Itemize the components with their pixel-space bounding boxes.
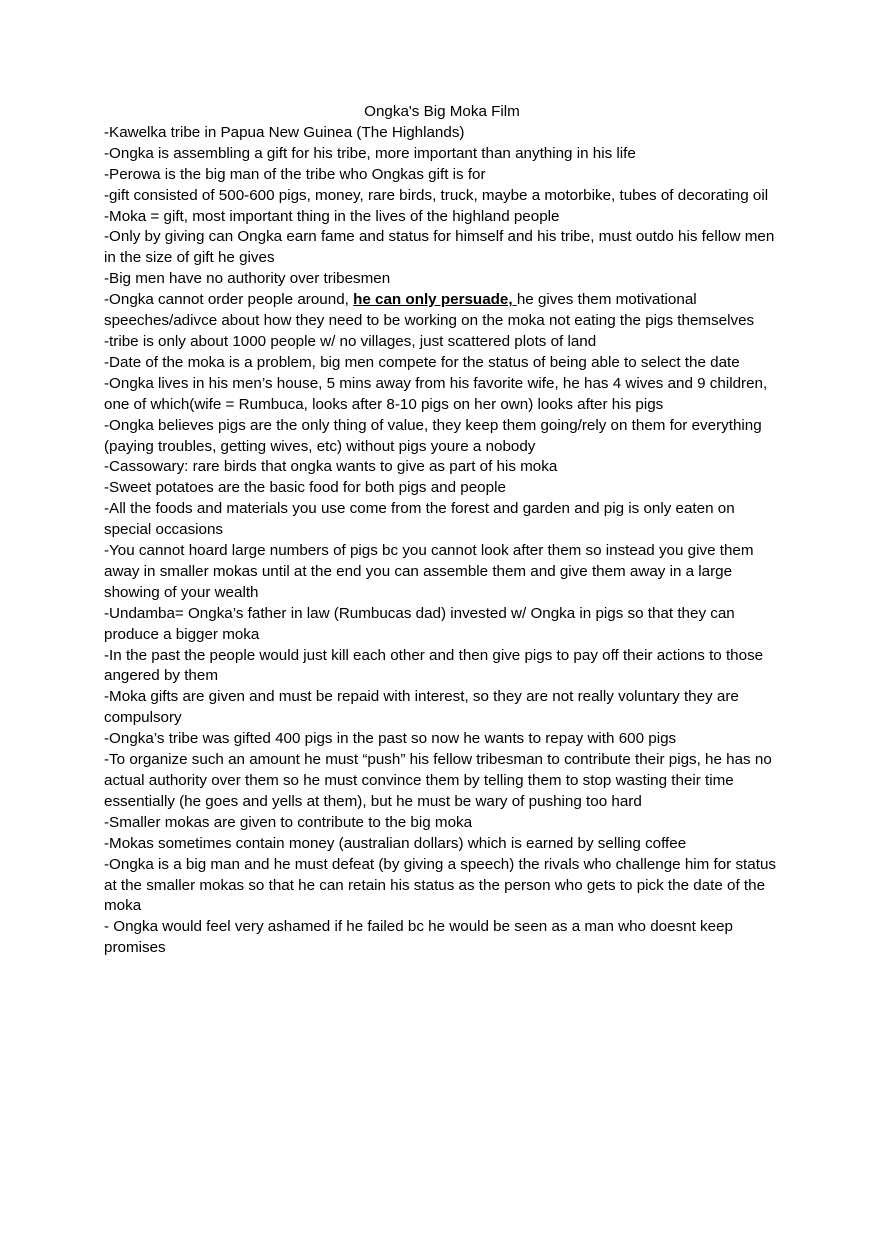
- emphasis-text: he can only persuade,: [353, 291, 517, 309]
- note-line: -You cannot hoard large numbers of pigs bc you cannot look after them so instead you give them away in smaller mokas until at the end you can assemble them and give them away in a large showing of your wealth: [104, 542, 754, 601]
- note-line: -Ongka believes pigs are the only thing of value, they keep them going/rely on them for everything (paying troubles, getting wives, etc) without pigs youre a nobody: [104, 416, 762, 455]
- note-line: -Cassowary: rare birds that ongka wants to give as part of his moka: [104, 458, 558, 476]
- note-line: -gift consisted of 500-600 pigs, money, rare birds, truck, maybe a motorbike, tubes of decorating oil: [104, 186, 769, 204]
- note-line: -Moka gifts are given and must be repaid with interest, so they are not really voluntary they are compulsory: [104, 688, 739, 727]
- note-line-persuade: [104, 290, 780, 332]
- note-line: -All the foods and materials you use come from the forest and garden and pig is only eaten on special occasions: [104, 500, 735, 539]
- note-text: he gives them motivational speeches/adivce about how they need to be working on the moka not eating the pigs themselves: [104, 291, 755, 330]
- note-line: -To organize such an amount he must “push” his fellow tribesman to contribute their pigs, he has no actual authority over them so he must convince them by telling them to stop wasting their time essentially (he goes and yells at them), but he must be wary of pushing too hard: [104, 751, 772, 810]
- note-line: - Ongka would feel very ashamed if he failed bc he would be seen as a man who doesnt keep promises: [104, 918, 733, 957]
- note-line: -Ongka’s tribe was gifted 400 pigs in the past so now he wants to repay with 600 pigs: [104, 730, 677, 748]
- note-line: -tribe is only about 1000 people w/ no villages, just scattered plots of land: [104, 332, 597, 350]
- note-line: -Ongka is a big man and he must defeat (by giving a speech) the rivals who challenge him for status at the smaller mokas so that he can retain his status as the person who gets to pick the date of the moka: [104, 855, 776, 915]
- note-line: -Ongka is assembling a gift for his tribe, more important than anything in his life: [104, 144, 636, 162]
- note-line: -Sweet potatoes are the basic food for both pigs and people: [104, 479, 506, 497]
- note-line: -In the past the people would just kill each other and then give pigs to pay off their actions to those angered by them: [104, 646, 764, 685]
- note-line: -Only by giving can Ongka earn fame and status for himself and his tribe, must outdo his fellow men in the size of gift he gives: [104, 228, 775, 267]
- note-line: -Date of the moka is a problem, big men compete for the status of being able to select the date: [104, 353, 740, 371]
- note-line: -Kawelka tribe in Papua New Guinea (The Highlands): [104, 123, 465, 141]
- document-title: Ongka's Big Moka Film: [364, 103, 520, 120]
- note-line: -Ongka lives in his men’s house, 5 mins away from his favorite wife, he has 4 wives and 9 children, one of which(wife = Rumbuca, looks after 8-10 pigs on her own) looks after his pigs: [104, 374, 768, 413]
- note-line: -Perowa is the big man of the tribe who Ongkas gift is for: [104, 165, 486, 183]
- note-line: -Undamba= Ongka’s father in law (Rumbucas dad) invested w/ Ongka in pigs so that they can produce a bigger moka: [104, 604, 735, 643]
- note-line: -Smaller mokas are given to contribute to the big moka: [104, 813, 473, 831]
- note-line: -Moka = gift, most important thing in the lives of the highland people: [104, 207, 560, 225]
- note-line: -Big men have no authority over tribesmen: [104, 270, 391, 288]
- note-line: -Mokas sometimes contain money (australian dollars) which is earned by selling coffee: [104, 834, 687, 852]
- note-text: -Ongka cannot order people around,: [104, 291, 354, 309]
- document-body: [104, 102, 780, 959]
